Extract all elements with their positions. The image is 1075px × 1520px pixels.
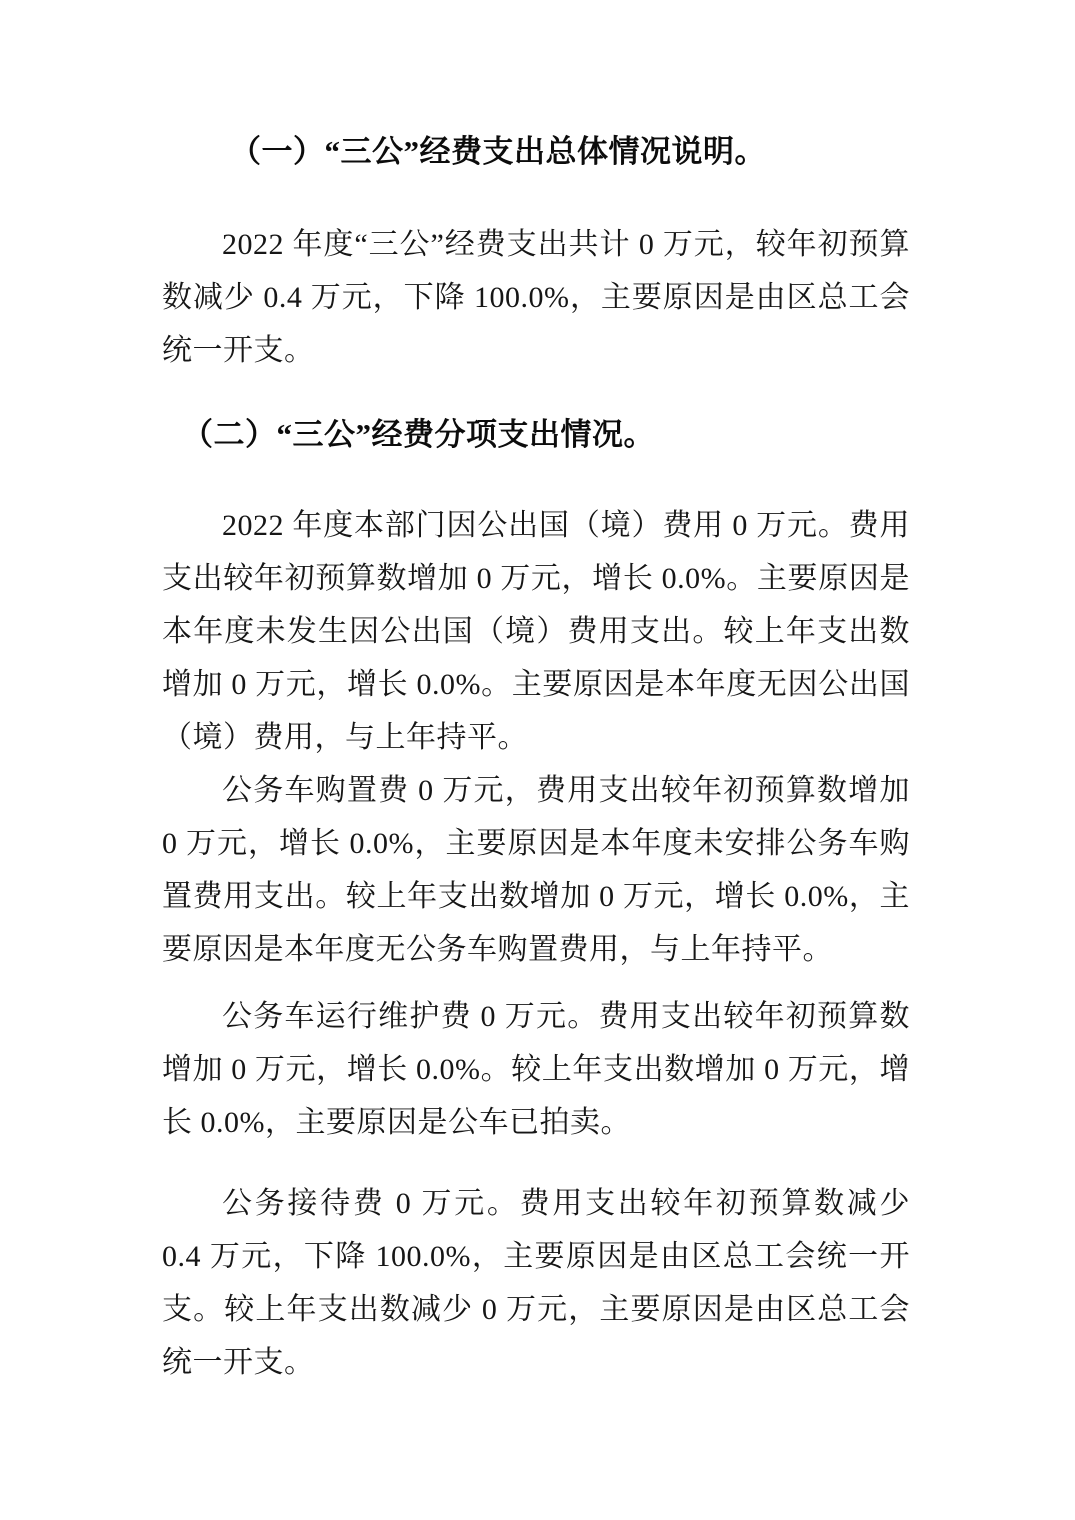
section-1-paragraph-total-expenditure: 2022 年度“三公”经费支出共计 0 万元，较年初预算数减少 0.4 万元，下降 100.0%，主要原因是由区总工会统一开支。 (162, 228, 910, 367)
document-content (162, 0, 910, 1389)
section-2-paragraph-vehicle-maintenance: 公务车运行维护费 0 万元。费用支出较年初预算数增加 0 万元，增长 0.0%。较上年支出数增加 0 万元，增长 0.0%，主要原因是公车已拍卖。 (162, 1000, 910, 1139)
section-2-paragraph-official-reception: 公务接待费 0 万元。费用支出较年初预算数减少 0.4 万元，下降 100.0%，主要原因是由区总工会统一开支。较上年支出数减少 0 万元，主要原因是由区总工会统一开支。 (162, 1187, 910, 1379)
section-1-heading: （一）“三公”经费支出总体情况说明。 (230, 134, 766, 169)
section-2-heading: （二）“三公”经费分项支出情况。 (182, 417, 655, 452)
section-2-paragraph-overseas-trips: 2022 年度本部门因公出国（境）费用 0 万元。费用支出较年初预算数增加 0 万元，增长 0.0%。主要原因是本年度未发生因公出国（境）费用支出。较上年支出数增加 0 万元，增长 0.0%。主要原因是本年度无因公出国（境）费用，与上年持平。 (162, 509, 910, 754)
section-2-paragraph-vehicle-purchase: 公务车购置费 0 万元，费用支出较年初预算数增加 0 万元，增长 0.0%，主要原因是本年度未安排公务车购置费用支出。较上年支出数增加 0 万元，增长 0.0%，主要原因是本年度无公务车购置费用，与上年持平。 (162, 774, 910, 966)
